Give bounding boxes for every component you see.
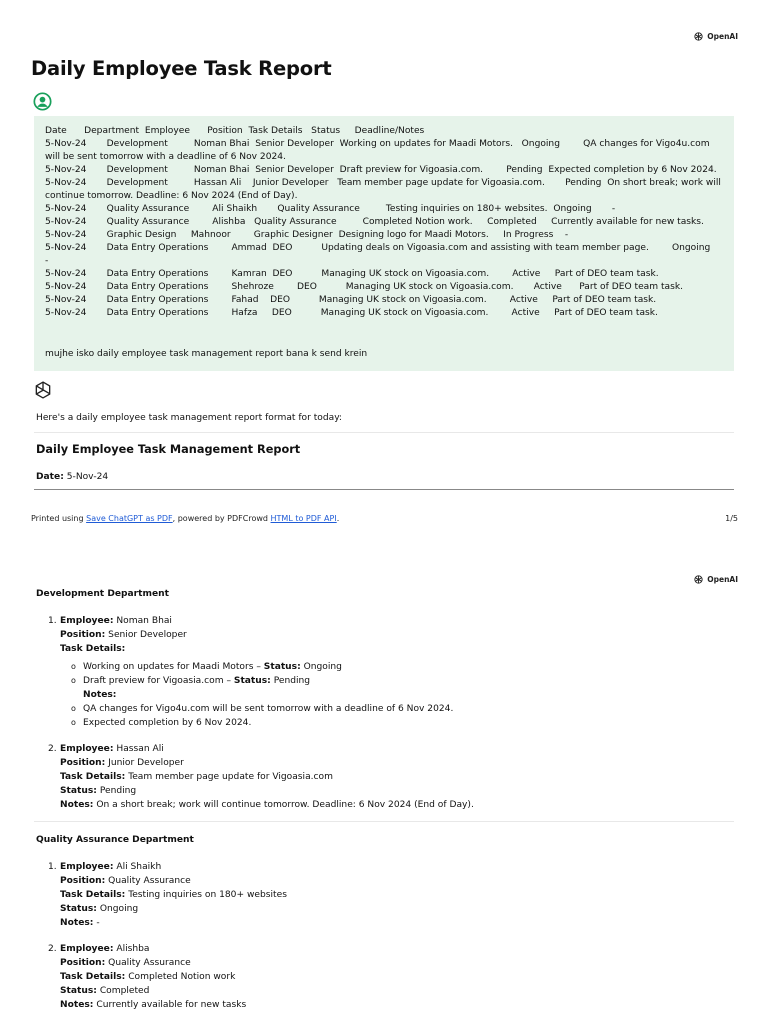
note-text: Expected completion by 6 Nov 2024.	[83, 718, 252, 728]
prompt-line: 5-Nov-24 Development Hassan Ali Junior Developer Team member page update for Vigoasia.com. Pending On short break; work will continue tomorrow. Deadline: 6 Nov 2024 (End of Day).	[45, 178, 724, 201]
status-label: Status:	[60, 786, 97, 796]
prompt-line: 5-Nov-24 Data Entry Operations Shehroze DEO Managing UK stock on Vigoasia.com. Active Part of DEO team task.	[45, 282, 684, 292]
notes-value: Currently available for new tasks	[96, 1000, 247, 1010]
item-number: 2.	[48, 744, 57, 754]
prompt-line: 5-Nov-24 Quality Assurance Alishba Quality Assurance Completed Notion work. Completed Currently available for new tasks.	[45, 217, 704, 227]
date-label: Date:	[36, 472, 64, 482]
position-value: Quality Assurance	[108, 876, 191, 886]
prompt-line: 5-Nov-24 Data Entry Operations Kamran DEO Managing UK stock on Vigoasia.com. Active Part of DEO team task.	[45, 269, 659, 279]
note-item	[71, 702, 474, 716]
notes-label: Notes:	[83, 690, 117, 700]
prompt-line: 5-Nov-24 Data Entry Operations Hafza DEO Managing UK stock on Vigoasia.com. Active Part of DEO team task.	[45, 308, 658, 318]
notes-value: On a short break; work will continue tomorrow. Deadline: 6 Nov 2024 (End of Day).	[96, 800, 474, 810]
status-value: Completed	[99, 986, 150, 996]
response-intro: Here's a daily employee task management report format for today:	[36, 413, 342, 423]
prompt-line: 5-Nov-24 Data Entry Operations Ammad DEO Updating deals on Vigoasia.com and assisting with team member page. Ongoing -	[45, 243, 740, 266]
prompt-line: Date Department Employee Position Task Details Status Deadline/Notes	[45, 126, 425, 136]
position-label: Position:	[60, 876, 106, 886]
prompt-line: 5-Nov-24 Quality Assurance Ali Shaikh Quality Assurance Testing inquiries on 180+ websites. Ongoing -	[45, 204, 616, 214]
item-number: 1.	[48, 862, 57, 872]
list-item	[48, 942, 287, 1012]
task-text: Working on updates for Maadi Motors –	[83, 662, 264, 672]
html-to-pdf-api-link[interactable]: HTML to PDF API	[270, 514, 337, 523]
employee-name: Alishba	[116, 944, 150, 954]
employee-name: Hassan Ali	[116, 744, 164, 754]
date-value: 5-Nov-24	[66, 472, 109, 482]
divider	[34, 432, 734, 433]
task-details-label: Task Details:	[60, 890, 126, 900]
prompt-line: 5-Nov-24 Development Noman Bhai Senior Developer Working on updates for Maadi Motors. Ongoing QA changes for Vigo4u.com will be sent tomorrow with a deadline of 6 Nov 2024.	[45, 139, 713, 162]
prompt-line: 5-Nov-24 Graphic Design Mahnoor Graphic Designer Designing logo for Maadi Motors. In Progress -	[45, 230, 569, 240]
openai-logo	[693, 31, 738, 42]
qa-heading: Quality Assurance Department	[36, 835, 194, 845]
divider	[34, 489, 734, 490]
footer-suffix: .	[336, 514, 340, 523]
divider	[34, 821, 734, 822]
report-heading: Daily Employee Task Management Report	[36, 443, 301, 456]
status-value: Pending	[273, 676, 311, 686]
note-text: QA changes for Vigo4u.com will be sent tomorrow with a deadline of 6 Nov 2024.	[83, 704, 454, 714]
position-label: Position:	[60, 958, 106, 968]
task-item	[71, 674, 474, 702]
task-text: Draft preview for Vigoasia.com –	[83, 676, 234, 686]
chatgpt-icon	[33, 380, 53, 400]
openai-logo	[693, 574, 738, 585]
list-item	[48, 860, 287, 930]
qa-employee-list	[48, 860, 287, 1024]
notes-label: Notes:	[60, 1000, 94, 1010]
position-value: Quality Assurance	[108, 958, 191, 968]
position-value: Senior Developer	[108, 630, 187, 640]
list-item	[48, 614, 474, 730]
item-number: 2.	[48, 944, 57, 954]
employee-name: Ali Shaikh	[116, 862, 162, 872]
status-label: Status:	[60, 986, 97, 996]
notes-value: -	[96, 918, 100, 928]
position-label: Position:	[60, 630, 106, 640]
user-avatar-icon	[33, 92, 52, 111]
prompt-message: mujhe isko daily employee task management report bana k send krein	[45, 349, 368, 359]
list-item	[48, 742, 474, 812]
task-details-label: Task Details:	[60, 972, 126, 982]
user-prompt-box	[34, 116, 740, 371]
task-details-label: Task Details:	[60, 644, 126, 654]
brand-name: OpenAI	[707, 575, 738, 584]
openai-icon	[693, 574, 704, 585]
position-label: Position:	[60, 758, 106, 768]
task-item	[71, 660, 474, 674]
prompt-line: 5-Nov-24 Development Noman Bhai Senior Developer Draft preview for Vigoasia.com. Pending Expected completion by 6 Nov 2024.	[45, 165, 717, 175]
employee-label: Employee:	[60, 616, 114, 626]
report-date	[36, 472, 108, 482]
development-heading: Development Department	[36, 589, 169, 599]
openai-icon	[693, 31, 704, 42]
note-item	[71, 716, 474, 730]
brand-name: OpenAI	[707, 32, 738, 41]
status-label: Status:	[233, 676, 271, 686]
status-value: Pending	[99, 786, 137, 796]
page-title: Daily Employee Task Report	[31, 57, 332, 80]
task-value: Testing inquiries on 180+ websites	[128, 890, 287, 900]
notes-label: Notes:	[60, 800, 94, 810]
task-value: Completed Notion work	[128, 972, 236, 982]
status-value: Ongoing	[99, 904, 139, 914]
task-list	[60, 660, 474, 730]
task-value: Team member page update for Vigoasia.com	[128, 772, 333, 782]
status-label: Status:	[263, 662, 301, 672]
save-chatgpt-pdf-link[interactable]: Save ChatGPT as PDF	[86, 514, 173, 523]
prompt-line: 5-Nov-24 Data Entry Operations Fahad DEO Managing UK stock on Vigoasia.com. Active Part of DEO team task.	[45, 295, 657, 305]
item-number: 1.	[48, 616, 57, 626]
development-employee-list	[48, 614, 474, 824]
employee-label: Employee:	[60, 744, 114, 754]
page-number: 1/5	[725, 514, 738, 523]
footer-middle: , powered by PDFCrowd	[172, 514, 271, 523]
status-value: Ongoing	[303, 662, 342, 672]
position-value: Junior Developer	[108, 758, 184, 768]
status-label: Status:	[60, 904, 97, 914]
employee-label: Employee:	[60, 862, 114, 872]
footer-prefix: Printed using	[31, 514, 87, 523]
employee-name: Noman Bhai	[116, 616, 172, 626]
notes-label: Notes:	[60, 918, 94, 928]
task-details-label: Task Details:	[60, 772, 126, 782]
employee-label: Employee:	[60, 944, 114, 954]
page-footer	[31, 514, 738, 523]
